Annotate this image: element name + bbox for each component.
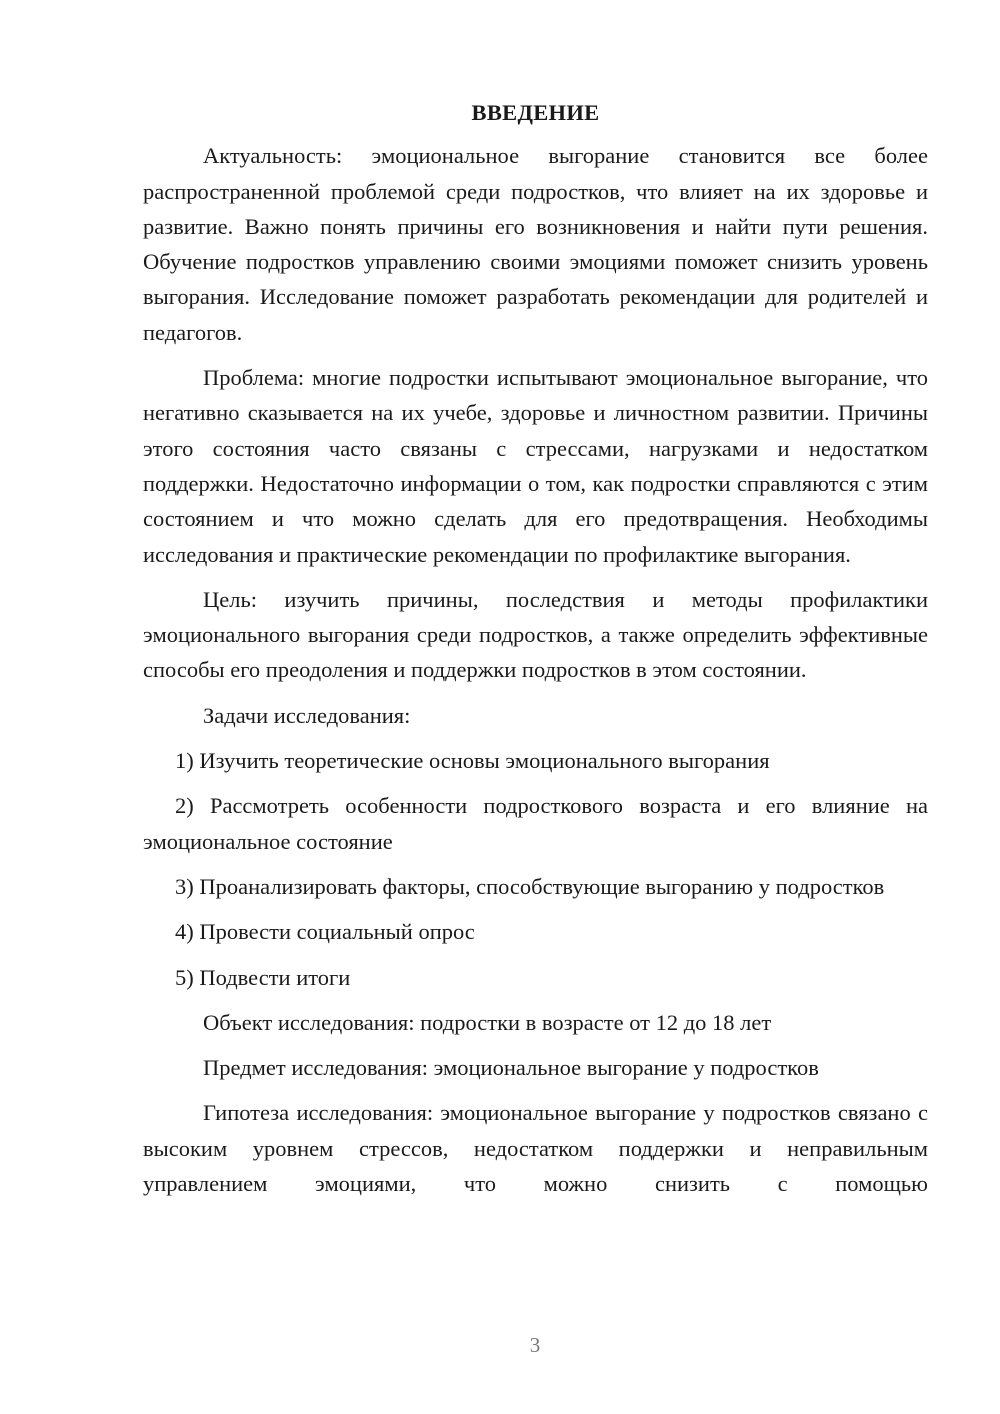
task-item-2: 2) Рассмотреть особенности подросткового возраста и его влияние на эмоциональное состояние	[143, 793, 928, 854]
tasks-heading: Задачи исследования:	[203, 702, 411, 728]
task-item-4: 4) Провести социальный опрос	[175, 919, 475, 945]
hypothesis-paragraph: Гипотеза исследования: эмоциональное выгорание у подростков связано с высоким уровнем стрессов, недостатком поддержки и неправильным управлением эмоциями, что можно снизить с помощью	[143, 1100, 928, 1197]
section-heading: ВВЕДЕНИЕ	[471, 100, 600, 125]
object-paragraph: Объект исследования: подростки в возрасте от 12 до 18 лет	[203, 1009, 772, 1035]
page-number: 3	[529, 1333, 541, 1357]
task-item-3: 3) Проанализировать факторы, способствующие выгоранию у подростков	[175, 873, 885, 899]
goal-paragraph: Цель: изучить причины, последствия и методы профилактики эмоционального выгорания среди подростков, а также определить эффективные способы его преодоления и поддержки подростков в этом состоянии.	[143, 586, 928, 683]
task-item-1: 1) Изучить теоретические основы эмоционального выгорания	[175, 748, 770, 774]
task-item-5: 5) Подвести итоги	[175, 964, 351, 990]
problem-paragraph: Проблема: многие подростки испытывают эмоциональное выгорание, что негативно сказывается на их учебе, здоровье и личностном развитии. Причины этого состояния часто связаны с стрессами, нагрузками и недостатком поддержки. Недостаточно информации о том, как подростки справляются с этим состоянием и что можно сделать для его предотвращения. Необходимы исследования и практические рекомендации по профилактике выгорания.	[143, 365, 928, 567]
subject-paragraph: Предмет исследования: эмоциональное выгорание у подростков	[203, 1055, 819, 1081]
relevance-paragraph: Актуальность: эмоциональное выгорание становится все более распространенной проблемой среди подростков, что влияет на их здоровье и развитие. Важно понять причины его возникновения и найти пути решения. Обучение подростков управлению своими эмоциями поможет снизить уровень выгорания. Исследование поможет разработать рекомендации для родителей и педагогов.	[143, 143, 928, 345]
page-content	[143, 95, 928, 1201]
